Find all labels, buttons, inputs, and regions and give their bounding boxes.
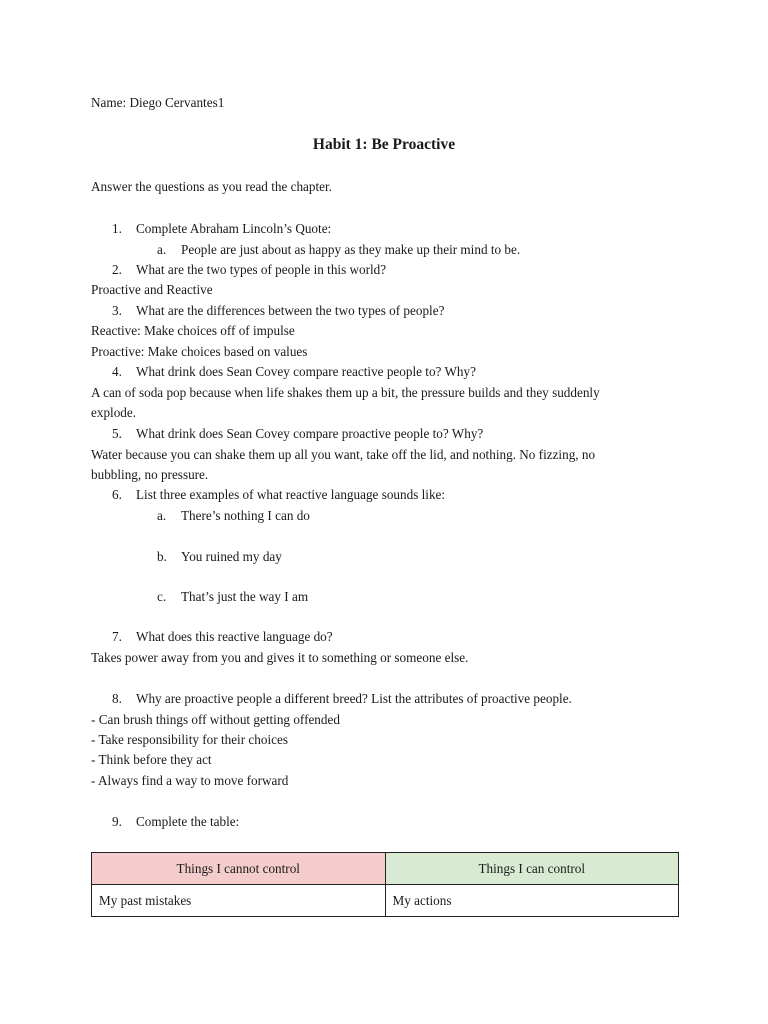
q6b-letter: b. — [157, 549, 167, 564]
q3-number: 3. — [112, 303, 122, 318]
q9-number: 9. — [112, 814, 122, 829]
q3-text: What are the differences between the two types of people? — [136, 303, 445, 318]
q6a-text: There’s nothing I can do — [181, 508, 310, 523]
q6c-text: That’s just the way I am — [181, 589, 309, 604]
q1a-letter: a. — [157, 242, 167, 257]
q8-answer-4: - Always find a way to move forward — [91, 773, 289, 788]
q2-number: 2. — [112, 262, 122, 277]
q5-answer-line-1: Water because you can shake them up all you want, take off the lid, and nothing. No fizzing, no — [91, 447, 596, 462]
q9-text: Complete the table: — [136, 814, 240, 829]
table-header-row — [92, 853, 679, 885]
q1-text: Complete Abraham Lincoln’s Quote: — [136, 221, 332, 236]
document-title: Habit 1: Be Proactive — [312, 136, 456, 153]
q6-text: List three examples of what reactive language sounds like: — [136, 487, 446, 502]
q2-text: What are the two types of people in this world? — [136, 262, 387, 277]
q1a-text: People are just about as happy as they make up their mind to be. — [181, 242, 521, 257]
q4-answer-line-1: A can of soda pop because when life shakes them up a bit, the pressure builds and they suddenly — [91, 385, 600, 400]
table-row — [92, 885, 679, 917]
q7-text: What does this reactive language do? — [136, 629, 333, 644]
q5-text: What drink does Sean Covey compare proactive people to? Why? — [136, 426, 484, 441]
table-header-can-control: Things I can control — [385, 853, 679, 885]
q7-answer: Takes power away from you and gives it to something or someone else. — [91, 650, 469, 665]
q8-answer-1: - Can brush things off without getting offended — [91, 712, 340, 727]
table-header-cannot-control: Things I cannot control — [92, 853, 386, 885]
q8-answer-3: - Think before they act — [91, 752, 212, 767]
q8-number: 8. — [112, 691, 122, 706]
q2-answer: Proactive and Reactive — [91, 282, 213, 297]
name-line: Name: Diego Cervantes1 — [91, 95, 225, 110]
q5-answer-line-2: bubbling, no pressure. — [91, 467, 209, 482]
q7-number: 7. — [112, 629, 122, 644]
q3-answer-1: Reactive: Make choices off of impulse — [91, 323, 295, 338]
table-cell-can-control: My actions — [385, 885, 679, 917]
q3-answer-2: Proactive: Make choices based on values — [91, 344, 308, 359]
q4-text: What drink does Sean Covey compare reactive people to? Why? — [136, 364, 476, 379]
q4-number: 4. — [112, 364, 122, 379]
control-table — [91, 852, 679, 917]
q1-number: 1. — [112, 221, 122, 236]
q6b-text: You ruined my day — [181, 549, 282, 564]
instructions: Answer the questions as you read the chapter. — [91, 179, 332, 194]
q4-answer-line-2: explode. — [91, 405, 137, 420]
q8-answer-2: - Take responsibility for their choices — [91, 732, 288, 747]
q8-text: Why are proactive people a different breed? List the attributes of proactive people. — [136, 691, 572, 706]
q6a-letter: a. — [157, 508, 167, 523]
q5-number: 5. — [112, 426, 122, 441]
q6c-letter: c. — [157, 589, 167, 604]
table-cell-cannot-control: My past mistakes — [92, 885, 386, 917]
q6-number: 6. — [112, 487, 122, 502]
